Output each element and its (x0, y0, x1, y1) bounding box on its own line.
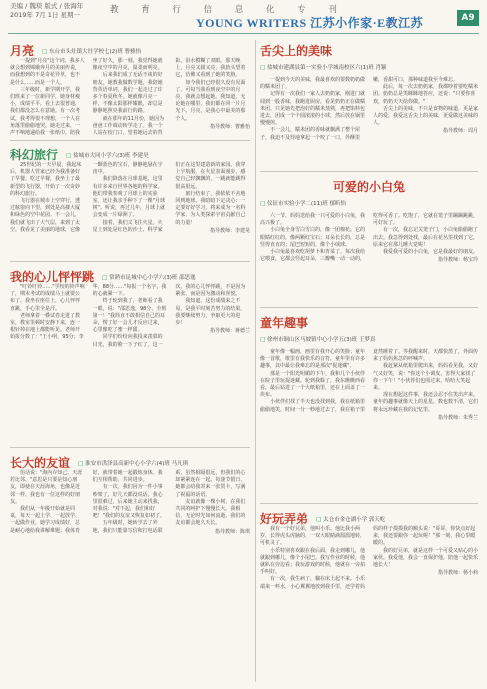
article-body: "叮铃叮铃……"学校的铃声响了，期末考试的成绩马上就要公布了。我坐在座位上，心儿怦怦直跳，手心里全是汗。 老师拿着一叠试卷走进了教室，教室里顿时安静下来，连一根针掉在地上都能听见。老师开始报分数了："王小明，95分；李华，88分……"每报一个名字，我的心就紧一下。 终于轮到我了，老师看了我一眼，说："邵思逸，98分，全班第一！"我简直不敢相信自己的耳朵，愣了好一会儿才反应过来，心里像吃了蜜一样甜。 同学们纷纷向我投来羡慕的目光，我的脸一下子红了。这一次，我的心儿怦怦跳，不是因为紧张，而是因为激动和喜悦。 我知道，这份成绩来之不易，是我平时刻苦努力的结果。我要继续努力，争取更大的进步！ 指导教师：蒋德兰 (10, 284, 250, 348)
divider (260, 307, 478, 308)
article-title: 我的心儿怦怦跳 (10, 270, 95, 284)
article-byline: □ 太仓市金仓湖小学 郭天屹 (316, 516, 386, 523)
article-teacher: 指导教师：陈琪 (214, 528, 250, 535)
article-yueliang (10, 40, 250, 140)
article-teacher: 指导教师：杨宝玲 (437, 257, 478, 264)
article-title: 月亮 (10, 44, 35, 58)
article-byline: □ 淮安市洪泽县高新中心小学六(4)班 马凡琪 (78, 460, 189, 467)
article-body: 童年像一幅画，画里有我开心的笑脸；童年像一首歌，歌里有我快乐的音符。童年里有许多趣事，其中最让我难忘的是那次"捉迷藏"。 那是一个阳光明媚的下午，我和几个小伙伴在院子里玩捉迷藏。轮到我躲了，我东瞧瞧西看看，最后钻进了一个大纸箱里，还在上面盖了一块布。 小伙伴们找了半天也没找到我，我在纸箱里偷偷地笑。时间一分一秒地过去了，我在箱子里竟然睡着了。等我醒来时，天都快黑了，外面传来了妈妈焦急的呼喊声。 我赶紧从纸箱里爬出来，妈妈看见我，又好气又好笑，说："你这个小调皮，害得大家找了你一下午！"小伙伴们也围过来，哈哈大笑起来。 现在想起这件事，我还会忍不住笑出声来。童年的趣事就像天上的星星，数也数不清，它们将永远珍藏在我的记忆里。 指导教师：朱秀兰 (260, 349, 478, 421)
article-body: 俗话说："海内存知己，天涯若比邻。"意思是只要是知心朋友，即使在天涯海角，也像是近邻一样。我也有一位这样的好朋友。 我们从一年级开始就是同桌，每天一起上学、一起放学、一起做作业。她学习成绩好，总是耐心地给我讲解难题；我体育好，就带着她一起锻炼身体。我们互相帮助，共同进步。 有一次，我们因为一件小事吵架了，好几天都没说话。我心里很难过，后来她主动来找我，对我说："对不起，我们和好吧！"我们的友谊又恢复如初了。 五年级时，她转学去了外地，我们只能靠写信和打电话联系。虽然相隔很远，但我们的心却紧紧连在一起。每逢节假日，她都会给我寄来一张贺卡，写满了祝福的话语。 友谊就像一棵小树，在我们共同的呵护下慢慢长大。我相信，无论时光如何流逝，我们的友谊都会地久天长。 指导教师：陈琪 (10, 470, 250, 535)
date-label: 2019年 7月 1日 星期一 (10, 11, 81, 19)
page-header (0, 0, 487, 34)
article-title: 童年趣事 (260, 316, 309, 330)
masthead-logo (196, 14, 423, 31)
article-teacher: 指导教师：曹雅怡 (209, 123, 250, 130)
article-body: 25世纪的一天早晨，我起床后，机器人管家已经为我准备好了早餐。吃过早餐，我坐上了最新型的飞行器，开始了一次奇妙的科幻旅行。 飞行器在城市上空穿行，透过舷窗向下望，到处是高楼大厦和绿色的空中花园。不一会儿，我们就飞出了大气层，来到了太空。我看见了美丽的地球，它像一颗蓝色的宝石，静静地悬在宇宙中。 我们降落在月球基地，这里有许多来自世界各地的科学家。他们带我参观了月球上的实验室，还让我亲手种下了一棵"月球树"。听说，再过几年，月球上就会变成一片绿洲了。 接着，我们又飞往火星。火星上到处是红色的沙土，科学家们正在这里建造新的家园。我穿上宇航服，在火星表面漫步，感觉自己轻飘飘的，一跳就能跳得很高很远。 旅行结束了，我依依不舍地回到地球。我暗暗下定决心：一定要好好学习，将来成为一名科学家，为人类探索宇宙贡献自己的力量！ 指导教师：李建昊 (10, 162, 250, 234)
edition-label: 美编 / 魏琰 版式 / 张海年 (10, 2, 84, 10)
article-kehuan (10, 144, 250, 260)
article-teacher: 指导教师：李建昊 (209, 227, 250, 234)
article-body: 六一节，妈妈送给我一只可爱的小白兔，我高兴极了。 小白兔全身雪白雪白的，像一团棉花。它的眼睛红红的，像两颗红宝石；耳朵长长的，总是竖得直直的；尾巴短短的，像个小绒球。 小白兔最喜欢吃胡萝卜和青菜了。每次我给它喂食，它都会竖起耳朵，三瓣嘴一动一动的，吃得可香了。吃饱了，它就在笼子里蹦蹦跳跳，可好玩了。 有一次，我忘记关笼子门，小白兔偷偷跑了出去。我急得到处找，最后在花丛里找到了它，原来它在那儿睡大觉呢！ 我爱我可爱的小白兔，它是我最好的朋友。 指导教师：杨宝玲 (260, 213, 478, 264)
article-teacher: 指导教师：蒋德兰 (209, 328, 250, 335)
article-teacher: 指导教师：周月 (442, 128, 478, 135)
divider (10, 140, 250, 141)
column-divider (255, 40, 256, 682)
article-tongnian (260, 312, 478, 502)
motto: 教 育 行 信 息 化 专 刊 (110, 5, 347, 15)
article-byline: □ 东台市头灶镇大灶学校七(2)班 曹雅怡 (42, 48, 142, 55)
page-number-badge: A9 (457, 10, 479, 26)
article-title: 长大的友谊 (10, 456, 71, 470)
divider (10, 261, 250, 262)
article-title: 科幻旅行 (10, 148, 59, 162)
article-title: 好玩弄弟 (260, 512, 309, 526)
article-body: 我有一个好兄弟，他叫小乐。他比我小两岁，长得虎头虎脑的，一双大眼睛滴溜溜地转，可机灵了。 小乐特别喜欢跟在我后面，我走到哪儿，他就跟到哪儿，像个小尾巴。我写作业的时候，他就趴在旁边看；我玩游戏的时候，他就在一旁拍手叫好。 有一次，我生病了，躺在床上起不来。小乐端来一杯水，小心翼翼地放到我手里，还学着妈妈的样子摸摸我的额头说："哥哥，你快点好起来，我还要跟你一起玩呢！"那一刻，我心里暖暖的。 我的好兄弟，就是这样一个可爱又贴心的小家伙。我爱他，我会一直保护他，陪他一起快乐地长大！ 指导教师：杨小莉 (260, 526, 478, 590)
article-shejian (260, 40, 478, 170)
logo-cn: 江苏小作家·E教江苏 (310, 16, 424, 30)
divider (260, 171, 478, 172)
header-rule (8, 33, 479, 34)
article-byline: □ 徐州市铜山区马坡镇中心小学五(3)班 王梦真 (260, 336, 376, 343)
article-title: 舌尖上的美味 (260, 44, 333, 58)
logo-en: YOUNG WRITERS (196, 16, 307, 30)
article-kexiao (260, 176, 478, 306)
article-byline: □ 盐城市建湖县第一实验小学城南校区六(1)班 肖颖 (260, 64, 387, 71)
article-byline: □ 常熟市昆城中心小学六(3)班 邵思逸 (102, 274, 196, 281)
article-title: 可爱的小白兔 (332, 180, 405, 194)
edition-info (10, 2, 83, 20)
article-body: 一提到"月亮"这个词，我多人就会想到嫦娥奔月的美丽传说，而我想到的不是奇花异草，也不是什么……而是一个人。 三年级时，新学期开学，我们班来了一位新同学，她身材瘦小，成绩平平，看上去很普通，我们都没怎么在意她。有一次考试，我考得很不理想，一个人在角落里偷偷地哭。她走过来，一声不响地递给我一张纸巾，陪我坐了好久，那一刻，我觉得她就像夜空中的月亮，温柔而明亮。 后来我们成了无话不谈的好朋友。她教我做数学题，我陪她背英语单词，我们一起走过了许多个春夏秋冬。她就像月亮一样，不像太阳那样耀眼，却总是静静地照亮我前行的路。 就在那年的11月份，她因为爸爸工作调动转学走了。我一个人站在校门口，望着她远去的背影，泪水模糊了双眼。那天晚上，月亮又圆又亮，我抬头望着它，仿佛又看到了她的笑脸。 如今我们已经很久没有见面了，可每当我看到夜空中的月亮，我就会想起她。我知道，无论她在哪里，我们都在同一片月光下。月亮，是我心中最美的那个人。 指导教师：曹雅怡 (10, 58, 250, 137)
divider (10, 447, 250, 448)
article-teacher: 指导教师：朱秀兰 (437, 414, 478, 421)
article-haopengyou (260, 508, 478, 682)
article-zhangda (10, 452, 250, 682)
article-body: 一提到今天的美味，我最喜欢的要数奶奶做的糯米团了。 记得有一次我们一家人去奶奶家，刚进门就闻到一股香味，我跑进厨房，看见奶奶正在做糯米团。只见她先把泡好的糯米蒸熟，再把馅料包进去，团成一个个圆滚滚的小球，然后放在锅里慢慢煎。 不一会儿，糯米团的香味就飘满了整个屋子。我迫不及待地拿起一个咬了一口，外酥里嫩，香甜可口，那种味道我至今难忘。 此后，每一次去奶奶家，我都吵着要吃糯米团。奶奶总是笑眯眯地答应，还说："只要你喜欢，奶奶天天给你做。" 舌尖上的美味，不只是食物的味道，更是家人的爱。我爱这舌尖上的美味，更爱做这美味的人。 指导教师：周月 (260, 77, 478, 141)
article-wode (10, 266, 250, 446)
article-byline: □ 仪征市实验小学二(11)班 郁昕怡 (260, 200, 346, 207)
article-byline: □ 盐城市大同小学六(3)班 李建昊 (66, 152, 149, 159)
article-teacher: 指导教师：杨小莉 (437, 570, 478, 577)
divider (260, 503, 478, 504)
